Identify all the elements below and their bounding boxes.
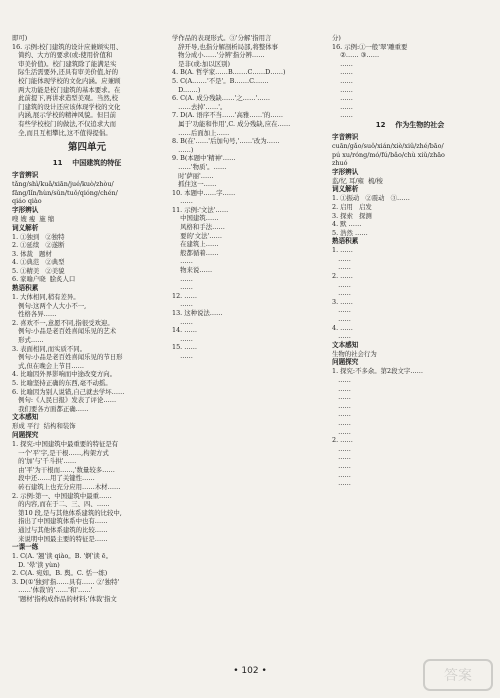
text-line: '题材'指构成作品的材料;'体裁'指文 [12,595,117,604]
section-heading: 熟语积累 [332,237,359,246]
text-line: 5. 浩然 …… [332,228,368,237]
text-line: 属于'功能和作用',C. 成分残缺,应在…… [172,119,291,128]
text-line: ……'体裁'的'……'和'……' [12,586,93,595]
text-line: fāng/lǐn/hùn/sǔn/tuǒ/qióng/chén/ [12,188,118,197]
text-line: 2. C(A. 宛如。B. 舆。C. 恬一练) [12,569,108,578]
text-line: …… [172,334,193,343]
text-line: 辞开导,也指分解剖析局部,将整体事 [172,42,279,51]
text-line: …… [332,94,353,103]
text-line: 般都循着…… [172,248,219,257]
text-line: …… [332,306,351,315]
text-line: cuān/gǎo/suǒ/xián/xiè/xiǔ/zhé/bāo/ [332,141,444,150]
text-line: 6. 比喻因为别人说错,自己就去学坏…… [12,387,125,396]
text-line: 物分成小……'分辨'指分辨…… [172,51,265,60]
text-line: 校门能体现学校的文化内涵。应兼顾 [12,76,121,85]
text-line: 全,而且互相攀比,这不值得提倡。 [12,128,112,137]
text-line: 风格和手法…… [172,223,225,232]
text-line: 15. …… [172,343,197,352]
text-line: …… [332,376,351,384]
text-line: 4. B(A. 哲学家……B.……C……D……) [172,68,286,77]
unit-title: 第四单元 [67,142,106,154]
text-line: …… [332,280,351,289]
text-line: 的内容,而在于二、三、四、…… [12,500,110,509]
section-heading: 问题探究 [12,430,39,439]
text-line: 学作品的表现形式。③'分解'指用言 [172,34,272,42]
text-line: 通过与其他体系建筑的比较…… [12,525,108,534]
text-line: 5. ①精美 ②美貌 [12,266,65,275]
text-line: 2. …… [332,436,353,445]
text-line: …… [332,427,351,436]
text-line: 5. 比喻坚持正确的东西,毫不动摇。 [12,379,112,387]
text-line: 例句:小品是老百姓喜闻乐见的艺术 [12,327,117,336]
text-line: 3. 表面相同,而实质不同。 [12,344,87,353]
text-line: 形式…… [12,336,44,345]
text-line: 两大功能是校门建筑的基本要求。在 [12,85,121,94]
text-line: 13. 这种说法…… [172,309,223,317]
text-line: 来说明中国最主要的特征是…… [12,534,108,543]
text-line: 由'平'为干根而……,'数量较多…… [12,465,115,474]
text-line: 第10 段,是与其他体系建筑的比较中, [12,508,122,517]
text-line: 有些学校校门的做法,不仅追求大而 [12,119,116,128]
text-line: 一个'平'字,是干根……,构架方式 [12,448,109,457]
text-line: 14. …… [172,326,197,335]
text-line: 1. 大体相同,稍有差异。 [12,293,80,302]
text-line: 10. 本题中……字…… [172,188,236,197]
lesson-title: 12 作为生物的社会 [375,120,445,129]
text-line: 4. 默 …… [332,220,362,229]
section-heading: 字形辨认 [332,167,359,176]
text-line: 例句:《人民日报》发表了评论…… [12,396,117,405]
text-line: 时'萨丽'…… [172,171,214,180]
text-line: 4. ①典范 ②典型 [12,258,65,267]
text-line: 2. 启用 启发 [332,202,372,211]
watermark-logo [422,658,494,692]
text-line: 际生活需要外,还具有审美价值,好的 [12,68,119,77]
text-line: 2. ①延续 ②遂断 [12,241,65,250]
section-heading: 熟语积累 [12,284,39,293]
text-line: 2. …… [332,272,353,281]
text-line: 嗖 嫂 瘦 施 缩 [12,214,55,223]
middle-column [172,34,322,361]
text-line: 1. ①独到 ②独特 [12,232,65,241]
text-line: ……去掉'……'。 [172,102,227,111]
text-line: …… [332,289,351,298]
text-line: …… [332,68,353,77]
text-line: 3. …… [332,297,353,306]
right-column [332,34,488,488]
text-line: …… [172,257,193,266]
section-heading: 字音辨识 [12,171,39,180]
text-line: 4. …… [332,323,353,332]
text-line: zhuó [332,159,348,168]
section-heading: 词义解析 [12,223,39,232]
text-line: 16. 示例:校门建筑的设计应兼顾实用、 [12,42,123,51]
text-line: …… [172,300,193,309]
lesson-title: 11 中国建筑的特征 [52,159,122,168]
text-line: 要的'文法'…… [172,231,222,240]
text-line: 简约、大方的要求(或:使用价值和 [12,51,113,60]
text-line: D.……) [172,85,201,94]
text-line: …… [172,351,193,360]
text-line: 8. B(在'……'后加句号,'……'改为…… [172,137,280,146]
text-line: …… [332,444,351,453]
text-line: qiáo qiào [12,197,42,206]
text-line: ②…… ③…… [332,51,380,60]
text-line: …… [332,418,351,427]
text-line: …… [172,197,193,206]
text-line: 2. 喜欢不一,意愿不同,指很受欢迎。 [12,318,114,327]
text-line: 7. D(A. 语序不当……'高雅……'的…… [172,111,284,120]
text-line: …… [332,59,353,68]
text-line: 段中还……用了关键性…… [12,474,95,483]
text-line: 中国建筑…… [172,214,219,223]
text-line: 9. B(本题中'精神'…… [172,154,236,163]
text-line: …… [332,102,353,111]
text-line: 1. …… [332,246,353,255]
text-line: …… [332,384,351,393]
text-line: 是非(或:加以区别) [172,59,230,68]
text-line: 抓住这一…… [172,180,217,189]
text-line: 例句:小品是老百姓喜闻乐见的节日形 [12,353,123,362]
text-line: …… [332,393,351,402]
svg-text:答案: 答案 [444,668,472,684]
text-line: 监/忆 耳/雍 梳/梭 [332,176,383,185]
text-line: 审美价值)。校门建筑除了能满足实 [12,59,117,68]
text-line: …… [332,85,353,94]
text-line: …… [332,315,351,324]
text-line: 砖石建筑上也充分应用……木材…… [12,482,121,491]
left-column [12,34,162,604]
text-line: 例句:这两个人大小不一, [12,301,87,310]
text-line: 我们要各方面都正确…… [12,404,89,413]
section-heading: 词义解析 [332,185,359,194]
text-line: 5. C(A.……'不是'。B.……C.…… [172,76,269,85]
text-line: …… [332,470,351,479]
section-heading: 字形辨认 [12,205,39,214]
text-line: 6. 家喻户晓 脍炙人口 [12,275,76,284]
text-line: 门建筑的设计还应该体现学校的文化 [12,102,121,111]
section-heading: 一课一练 [12,543,39,552]
text-line: 1. 探究:不多余。第2段文字…… [332,367,424,376]
text-line: 式,但在晚会上节目…… [12,361,85,370]
text-line: …… [172,317,193,326]
text-line: 11. 示例:'文法'…… [172,205,229,214]
text-line: 物来说…… [172,266,213,275]
page-number: • 102 • [233,666,267,676]
text-line: 1. 探究:中国建筑中最重要的特征是有 [12,439,119,448]
text-line: 6. C(A. 成分残缺……'之……'…… [172,94,270,103]
text-line: pú xu/róng/mó/fú/bǎo/chù xiǔ/zhāo [332,150,445,159]
text-line: tǎng/shì/kuǎ/xiān/jué/kuò/zhòu/ [12,180,114,189]
text-line: ……后面加上…… [172,128,230,137]
text-line: …… [332,76,353,85]
text-line: …… [332,410,351,419]
text-line: 3. D(①'独到'指……具有…… ②'独特' [12,577,120,586]
text-line: D. '晕'读 yùn) [12,560,60,569]
text-line: 形成 平行 结构和装饰 [12,422,76,431]
section-heading: 文本感知 [12,413,39,422]
text-line: …… [332,479,351,488]
text-line: 生物的社会行为 [332,349,377,358]
text-line: 1. C(A. '翘'读 qiào。B. '婀'读 ē。 [12,552,112,561]
text-line: …… [332,263,351,272]
text-line: 分) [332,34,341,42]
section-heading: 文本感知 [332,340,359,349]
text-line: …… [332,254,351,263]
text-line: 4. 比喻因外界影响而中途改变方向。 [12,370,116,379]
text-line: …… [332,401,351,410]
text-line: …… [332,461,351,470]
text-line: ……'物质'。…… [172,162,227,171]
text-line: …… [332,332,351,341]
text-line: 此前提下,再讲求造型美观。当然,校 [12,94,119,103]
text-line: 即可) [12,34,28,42]
text-line: 1. ①振动 ②震动 ③…… [332,194,410,203]
text-line: 在建筑上…… [172,240,219,249]
text-line: 3. 体裁 题材 [12,249,52,258]
section-heading: 字音辨识 [332,132,359,141]
text-line: …… [172,274,193,283]
text-line: …… [332,453,351,462]
section-heading: 问题探究 [332,358,359,367]
text-line: 的'加'与'千斗拱'…… [12,457,77,466]
text-line: …… [332,111,353,120]
text-line: 内涵,展示学校的精神风貌。但目前 [12,111,116,120]
text-line: 16. 示例:①一般'翠'雕重要 [332,42,408,51]
text-line: 12. …… [172,291,197,300]
text-line: 3. 探索 探测 [332,211,372,220]
text-line: ……) [172,145,194,154]
text-line: …… [172,283,193,292]
text-line: 指出了中国建筑体系中也有…… [12,517,108,526]
text-line: 2. 示例:第一、中国建筑中最重…… [12,491,112,500]
text-line: 性格各异…… [12,310,57,319]
